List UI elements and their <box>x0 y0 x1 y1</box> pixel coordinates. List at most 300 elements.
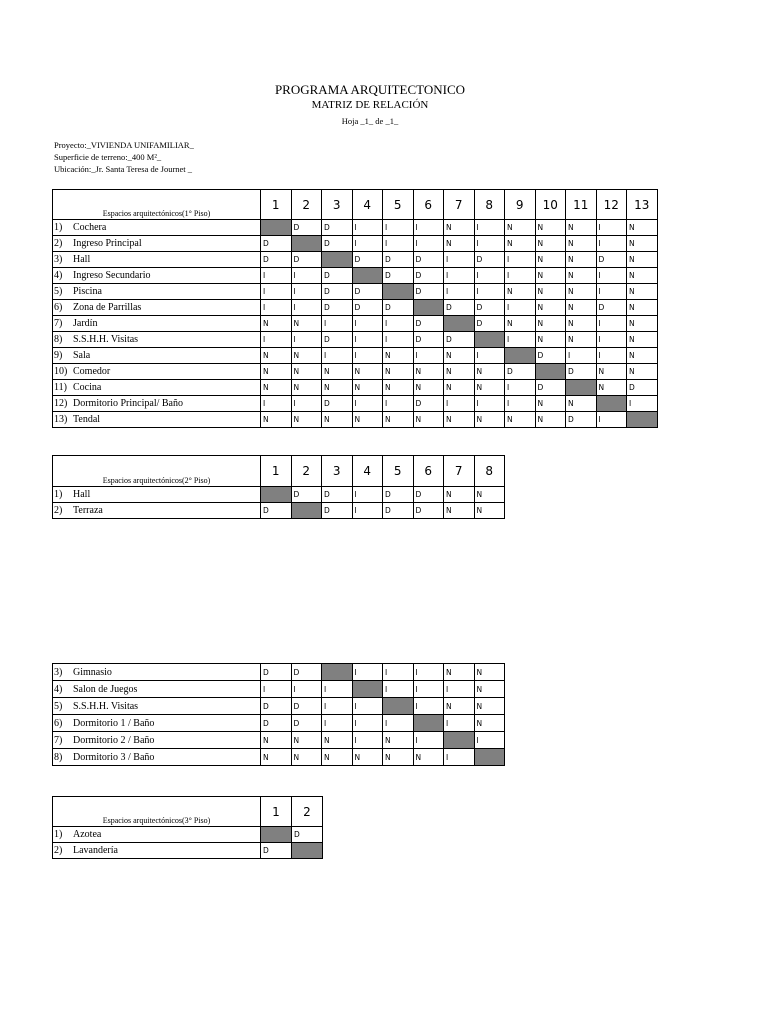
diagonal-cell <box>627 412 658 428</box>
relation-cell: N <box>627 364 658 380</box>
matrix-floor-1 <box>52 189 658 428</box>
relation-cell: N <box>444 503 475 519</box>
column-header: 3 <box>322 190 353 220</box>
space-name: Cochera <box>73 222 107 233</box>
space-name-cell <box>53 749 261 766</box>
relation-cell: D <box>444 332 475 348</box>
relation-cell: D <box>261 715 292 732</box>
space-name: Tendal <box>73 414 101 425</box>
relation-cell: N <box>322 412 353 428</box>
column-header: 7 <box>444 456 475 487</box>
space-number: 8) <box>54 334 63 345</box>
relation-cell: I <box>444 681 475 698</box>
relation-cell: D <box>261 664 292 681</box>
space-number: 8) <box>54 751 63 763</box>
space-number: 2) <box>54 505 63 516</box>
relation-cell: D <box>261 252 292 268</box>
relation-cell: D <box>383 300 414 316</box>
relation-cell: N <box>413 749 444 766</box>
relation-cell: D <box>413 396 444 412</box>
table-row <box>53 715 505 732</box>
header-row <box>53 456 505 487</box>
relation-cell: I <box>505 268 536 284</box>
relation-cell: N <box>535 268 566 284</box>
diagonal-cell <box>261 827 292 843</box>
relation-cell: D <box>322 396 353 412</box>
relation-cell: N <box>413 364 444 380</box>
relation-cell: N <box>413 412 444 428</box>
relation-cell: I <box>261 284 292 300</box>
relation-cell: N <box>566 316 597 332</box>
relation-cell: N <box>444 348 475 364</box>
relation-cell: I <box>413 348 444 364</box>
relation-cell: D <box>566 364 597 380</box>
relation-cell: N <box>352 749 383 766</box>
space-name-cell <box>53 503 261 519</box>
relation-cell: N <box>291 316 322 332</box>
diagonal-cell <box>474 332 505 348</box>
relation-cell: I <box>474 396 505 412</box>
space-number: 5) <box>54 286 63 297</box>
relation-cell: I <box>322 681 353 698</box>
relation-cell: I <box>474 236 505 252</box>
relation-cell: I <box>413 236 444 252</box>
space-number: 13) <box>54 414 68 425</box>
relation-cell: D <box>596 252 627 268</box>
diagonal-cell <box>413 715 444 732</box>
space-name-cell <box>53 843 261 859</box>
relation-cell: N <box>291 749 322 766</box>
relation-cell: I <box>383 681 414 698</box>
relation-cell: N <box>444 220 475 236</box>
column-header: 12 <box>596 190 627 220</box>
relation-cell: D <box>627 380 658 396</box>
relation-cell: I <box>291 268 322 284</box>
space-number: 7) <box>54 734 63 746</box>
relation-cell: D <box>322 487 353 503</box>
relation-cell: N <box>596 364 627 380</box>
relation-cell: I <box>444 284 475 300</box>
relation-cell: N <box>383 749 414 766</box>
relation-cell: I <box>413 681 444 698</box>
diagonal-cell <box>261 487 292 503</box>
relation-cell: N <box>474 681 505 698</box>
diagonal-cell <box>505 348 536 364</box>
relation-cell: D <box>261 698 292 715</box>
relation-cell: I <box>505 332 536 348</box>
relation-cell: D <box>322 268 353 284</box>
relation-cell: I <box>352 348 383 364</box>
relation-cell: N <box>261 380 292 396</box>
relation-cell: I <box>352 698 383 715</box>
relation-cell: N <box>627 300 658 316</box>
relation-cell: D <box>413 284 444 300</box>
relation-cell: D <box>413 503 444 519</box>
table-row <box>53 332 658 348</box>
relation-cell: D <box>291 698 322 715</box>
relation-cell: N <box>322 749 353 766</box>
relation-cell: I <box>261 396 292 412</box>
diagonal-cell <box>535 364 566 380</box>
diagonal-cell <box>596 396 627 412</box>
relation-cell: D <box>535 380 566 396</box>
column-header: 9 <box>505 190 536 220</box>
diagonal-cell <box>383 284 414 300</box>
relation-cell: N <box>505 220 536 236</box>
relation-cell: I <box>474 348 505 364</box>
space-name-cell <box>53 715 261 732</box>
column-header: 10 <box>535 190 566 220</box>
space-name-cell <box>53 284 261 300</box>
relation-cell: D <box>261 843 292 859</box>
relation-cell: N <box>352 364 383 380</box>
page-subtitle: MATRIZ DE RELACIÓN <box>311 99 429 111</box>
relation-cell: D <box>291 487 322 503</box>
relation-cell: N <box>322 380 353 396</box>
relation-cell: N <box>474 364 505 380</box>
page-title: PROGRAMA ARQUITECTONICO <box>274 82 466 97</box>
relation-cell: I <box>291 284 322 300</box>
relation-cell: I <box>474 268 505 284</box>
relation-cell: D <box>383 252 414 268</box>
relation-cell: D <box>322 332 353 348</box>
relation-cell: N <box>261 348 292 364</box>
relation-cell: N <box>474 380 505 396</box>
space-number: 4) <box>54 270 63 281</box>
relation-cell: N <box>535 252 566 268</box>
relation-cell: I <box>352 715 383 732</box>
relation-cell: N <box>535 284 566 300</box>
relation-cell: I <box>444 252 475 268</box>
relation-cell: D <box>383 268 414 284</box>
space-name: Hall <box>73 489 91 500</box>
space-name: Comedor <box>73 366 111 377</box>
table-caption: Espacios arquitectónicos(1° Piso) <box>53 190 261 220</box>
diagonal-cell <box>352 681 383 698</box>
space-name-cell <box>53 252 261 268</box>
space-number: 3) <box>54 666 63 678</box>
relation-cell: N <box>261 316 292 332</box>
column-header: 2 <box>291 190 322 220</box>
relation-cell: I <box>413 220 444 236</box>
relation-cell: N <box>566 332 597 348</box>
relation-cell: N <box>291 412 322 428</box>
relation-cell: D <box>413 268 444 284</box>
space-name-cell <box>53 698 261 715</box>
relation-cell: D <box>474 316 505 332</box>
relation-cell: N <box>596 380 627 396</box>
table-row <box>53 681 505 698</box>
relation-cell: D <box>291 220 322 236</box>
relation-cell: N <box>444 487 475 503</box>
column-header: 3 <box>322 456 353 487</box>
relation-cell: I <box>505 380 536 396</box>
column-header: 1 <box>261 797 292 827</box>
relation-cell: N <box>383 348 414 364</box>
relation-cell: D <box>291 664 322 681</box>
relation-cell: N <box>474 698 505 715</box>
relation-cell: N <box>505 412 536 428</box>
relation-cell: I <box>444 715 475 732</box>
column-header: 1 <box>261 456 292 487</box>
relation-cell: N <box>566 268 597 284</box>
relation-cell: D <box>413 332 444 348</box>
space-name-cell <box>53 827 261 843</box>
column-header: 7 <box>444 190 475 220</box>
relation-cell: D <box>322 220 353 236</box>
relation-cell: I <box>291 332 322 348</box>
space-number: 1) <box>54 222 63 233</box>
relation-cell: I <box>596 220 627 236</box>
diagonal-cell <box>292 843 323 859</box>
diagonal-cell <box>474 749 505 766</box>
relation-cell: I <box>474 284 505 300</box>
relation-cell: N <box>352 412 383 428</box>
relation-cell: N <box>535 396 566 412</box>
space-name-cell <box>53 664 261 681</box>
relation-cell: N <box>474 503 505 519</box>
column-header: 8 <box>474 456 505 487</box>
relation-cell: N <box>383 732 414 749</box>
space-name-cell <box>53 396 261 412</box>
relation-cell: N <box>627 332 658 348</box>
relation-cell: I <box>627 396 658 412</box>
relation-cell: D <box>566 412 597 428</box>
relation-cell: I <box>352 236 383 252</box>
relation-cell: N <box>566 220 597 236</box>
relation-cell: I <box>444 396 475 412</box>
table-row <box>53 396 658 412</box>
space-name-cell <box>53 732 261 749</box>
table-row <box>53 843 323 859</box>
relation-cell: N <box>444 380 475 396</box>
relation-cell: N <box>535 300 566 316</box>
column-header: 4 <box>352 190 383 220</box>
relation-cell: N <box>535 236 566 252</box>
relation-cell: D <box>474 300 505 316</box>
diagonal-cell <box>261 220 292 236</box>
table-row <box>53 412 658 428</box>
relation-cell: I <box>505 300 536 316</box>
space-number: 4) <box>54 683 63 695</box>
relation-cell: N <box>444 236 475 252</box>
project-location: Ubicación:_Jr. Santa Teresa de Journet _ <box>54 164 193 174</box>
space-name: Dormitorio Principal/ Baño <box>73 398 183 409</box>
column-header: 5 <box>383 190 414 220</box>
relation-cell: N <box>535 412 566 428</box>
space-name-cell <box>53 487 261 503</box>
relation-cell: N <box>444 698 475 715</box>
relation-cell: I <box>352 664 383 681</box>
relation-cell: N <box>474 412 505 428</box>
space-name: Zona de Parrillas <box>73 302 142 313</box>
space-number: 1) <box>54 829 63 840</box>
relation-cell: D <box>322 236 353 252</box>
space-name: S.S.H.H. Visitas <box>73 700 139 712</box>
relation-cell: I <box>596 236 627 252</box>
relation-cell: N <box>383 380 414 396</box>
space-number: 1) <box>54 489 63 500</box>
relation-cell: N <box>627 220 658 236</box>
relation-cell: N <box>627 236 658 252</box>
terrain-surface: Superficie de terreno:_400 M²_ <box>54 152 162 162</box>
relation-cell: I <box>383 316 414 332</box>
space-name-cell <box>53 316 261 332</box>
relation-cell: I <box>352 503 383 519</box>
table-row <box>53 236 658 252</box>
relation-cell: D <box>322 503 353 519</box>
relation-cell: I <box>474 220 505 236</box>
space-name: Dormitorio 1 / Baño <box>73 717 155 729</box>
relation-cell: I <box>261 332 292 348</box>
space-name-cell <box>53 332 261 348</box>
relation-cell: N <box>444 664 475 681</box>
space-number: 6) <box>54 302 63 313</box>
space-name: Terraza <box>73 505 103 516</box>
diagonal-cell <box>352 268 383 284</box>
relation-cell: I <box>596 348 627 364</box>
relation-cell: N <box>474 664 505 681</box>
relation-cell: D <box>413 487 444 503</box>
relation-cell: N <box>627 316 658 332</box>
relation-cell: N <box>383 364 414 380</box>
space-name-cell <box>53 300 261 316</box>
column-header: 2 <box>292 797 323 827</box>
relation-cell: N <box>261 749 292 766</box>
relation-cell: N <box>261 364 292 380</box>
space-name: Jardín <box>73 318 98 329</box>
space-name: Gimnasio <box>73 666 112 678</box>
relation-cell: I <box>413 732 444 749</box>
relation-cell: D <box>291 715 322 732</box>
relation-cell: D <box>352 284 383 300</box>
column-header: 6 <box>413 190 444 220</box>
space-number: 7) <box>54 318 63 329</box>
project-info <box>54 139 194 175</box>
relation-cell: N <box>566 252 597 268</box>
relation-cell: I <box>322 715 353 732</box>
relation-cell: N <box>535 220 566 236</box>
relation-cell: N <box>474 487 505 503</box>
relation-cell: N <box>291 364 322 380</box>
space-name: Dormitorio 2 / Baño <box>73 734 155 746</box>
table-row <box>53 503 505 519</box>
diagonal-cell <box>322 664 353 681</box>
space-number: 5) <box>54 700 63 712</box>
relation-cell: I <box>352 332 383 348</box>
relation-cell: N <box>322 732 353 749</box>
relation-cell: N <box>474 715 505 732</box>
table-row <box>53 268 658 284</box>
space-name: Piscina <box>73 286 102 297</box>
relation-cell: I <box>291 300 322 316</box>
table-row <box>53 252 658 268</box>
relation-cell: N <box>261 732 292 749</box>
relation-cell: D <box>413 252 444 268</box>
table-row <box>53 827 323 843</box>
relation-cell: I <box>352 396 383 412</box>
relation-cell: D <box>444 300 475 316</box>
relation-cell: N <box>566 284 597 300</box>
relation-cell: I <box>383 715 414 732</box>
space-name-cell <box>53 364 261 380</box>
space-name: Dormitorio 3 / Baño <box>73 751 155 763</box>
relation-cell: D <box>291 252 322 268</box>
relation-cell: I <box>291 681 322 698</box>
relation-cell: I <box>413 698 444 715</box>
relation-cell: N <box>566 396 597 412</box>
relation-cell: I <box>322 316 353 332</box>
relation-cell: I <box>413 664 444 681</box>
relation-cell: D <box>383 503 414 519</box>
table-row <box>53 380 658 396</box>
table-row <box>53 732 505 749</box>
diagonal-cell <box>444 316 475 332</box>
space-number: 6) <box>54 717 63 729</box>
relation-cell: I <box>505 396 536 412</box>
relation-cell: I <box>596 412 627 428</box>
table-row <box>53 300 658 316</box>
relation-cell: I <box>444 749 475 766</box>
column-header: 8 <box>474 190 505 220</box>
relation-cell: N <box>444 412 475 428</box>
relation-cell: N <box>291 732 322 749</box>
column-header: 5 <box>383 456 414 487</box>
relation-cell: D <box>322 300 353 316</box>
relation-cell: N <box>383 412 414 428</box>
relation-cell: N <box>566 236 597 252</box>
relation-cell: I <box>322 348 353 364</box>
relation-cell: I <box>474 732 505 749</box>
relation-cell: I <box>383 220 414 236</box>
relation-cell: N <box>535 316 566 332</box>
relation-cell: D <box>596 300 627 316</box>
relation-cell: I <box>322 698 353 715</box>
space-name: Azotea <box>73 829 102 840</box>
relation-cell: D <box>352 252 383 268</box>
diagonal-cell <box>413 300 444 316</box>
table-row <box>53 487 505 503</box>
space-name: Lavandería <box>73 845 118 856</box>
column-header: 1 <box>261 190 292 220</box>
table-row <box>53 698 505 715</box>
relation-cell: I <box>383 332 414 348</box>
space-name-cell <box>53 236 261 252</box>
relation-cell: I <box>383 664 414 681</box>
table-row <box>53 749 505 766</box>
space-number: 3) <box>54 254 63 265</box>
relation-cell: D <box>261 503 292 519</box>
space-name-cell <box>53 380 261 396</box>
project-name: Proyecto:_VIVIENDA UNIFAMILIAR_ <box>54 140 194 150</box>
space-name-cell <box>53 681 261 698</box>
table-row <box>53 220 658 236</box>
space-number: 9) <box>54 350 63 361</box>
relation-cell: I <box>261 681 292 698</box>
relation-cell: I <box>596 268 627 284</box>
column-header: 13 <box>627 190 658 220</box>
table-row <box>53 316 658 332</box>
relation-cell: N <box>627 252 658 268</box>
relation-cell: I <box>383 396 414 412</box>
relation-cell: N <box>566 300 597 316</box>
relation-cell: I <box>444 268 475 284</box>
relation-cell: D <box>322 284 353 300</box>
relation-cell: I <box>261 268 292 284</box>
relation-cell: I <box>352 220 383 236</box>
relation-cell: N <box>261 412 292 428</box>
relation-cell: N <box>505 284 536 300</box>
